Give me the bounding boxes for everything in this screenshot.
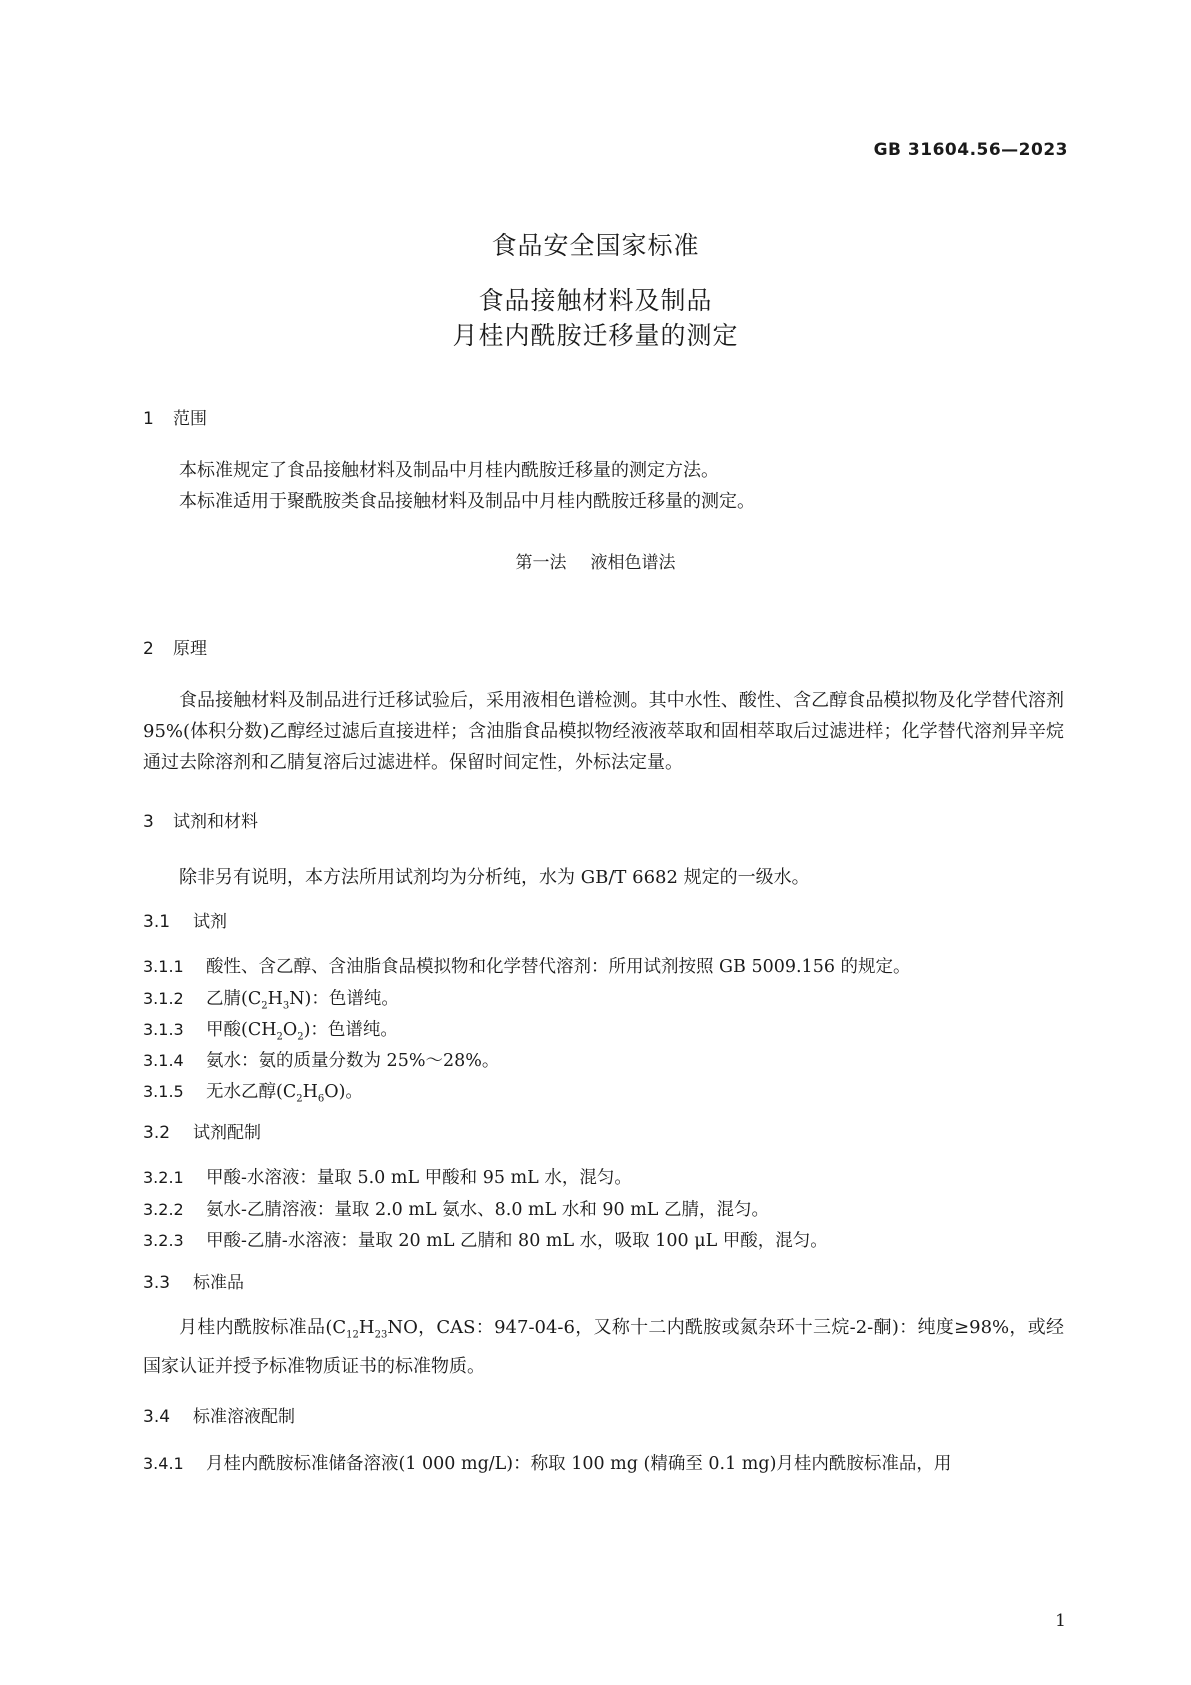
- clause-text: 氨水：氨的质量分数为 25%～28%。: [206, 1051, 500, 1071]
- clause-text: 甲酸-乙腈-水溶液：量取 20 mL 乙腈和 80 mL 水，吸取 100 μL 甲酸，混匀。: [206, 1231, 828, 1251]
- method-label: 第一法: [515, 553, 567, 573]
- paragraph: 本标准规定了食品接触材料及制品中月桂内酰胺迁移量的测定方法。: [179, 460, 719, 481]
- paragraph: 月桂内酰胺标准品($C_{12}H_{23}NO$，CAS：947-04-6，又称十二内酰胺或氮杂环十三烷-2-酮)：纯度≥98%，或经国家认证并授予标准物质证书的标准物质。: [143, 1317, 1064, 1377]
- clause-text: 甲酸-水溶液：量取 5.0 mL 甲酸和 95 mL 水，混匀。: [206, 1168, 632, 1188]
- section-3-3-body: [143, 1312, 1064, 1382]
- clause-number: 3.1.4: [143, 1051, 184, 1070]
- section-3-heading: [143, 807, 258, 832]
- clause-number: 3.1.3: [143, 1020, 184, 1039]
- doc-title-line-3: 月桂内酰胺迁移量的测定: [452, 321, 739, 350]
- method-name: 液相色谱法: [590, 553, 676, 573]
- method-heading: [0, 548, 1191, 573]
- clause-text: 酸性、含乙醇、含油脂食品模拟物和化学替代溶剂：所用试剂按照 GB 5009.156 的规定。: [206, 957, 911, 977]
- section-number: 3.3: [143, 1273, 171, 1293]
- section-number: 3.2: [143, 1123, 171, 1143]
- clause-number: 3.2.3: [143, 1231, 184, 1250]
- section-3-3-heading: [143, 1268, 244, 1293]
- clause-3-1-4: [143, 1047, 499, 1072]
- clause-number: 3.1.5: [143, 1082, 184, 1101]
- section-title: 试剂和材料: [173, 812, 258, 832]
- clause-3-2-3: [143, 1227, 828, 1252]
- section-2-body: [143, 685, 1064, 778]
- standard-number: GB 31604.56—2023: [873, 140, 1068, 160]
- paragraph: 本标准适用于聚酰胺类食品接触材料及制品中月桂内酰胺迁移量的测定。: [179, 491, 755, 512]
- section-3-4-heading: [143, 1402, 295, 1427]
- clause-text: 月桂内酰胺标准储备溶液(1 000 mg/L)：称取 100 mg (精确至 0.1 mg)月桂内酰胺标准品，用: [206, 1454, 952, 1474]
- clause-text: 乙腈$(C_2H_3N)$：色谱纯。: [206, 989, 399, 1012]
- clause-number: 3.2.2: [143, 1200, 184, 1219]
- clause-3-2-1: [143, 1164, 632, 1189]
- clause-3-4-1: [143, 1450, 951, 1475]
- section-title: 原理: [173, 639, 207, 659]
- paragraph: 除非另有说明，本方法所用试剂均为分析纯，水为 GB/T 6682 规定的一级水。: [179, 867, 810, 888]
- section-3-1-heading: [143, 907, 227, 932]
- section-title: 试剂: [193, 912, 227, 932]
- section-number: 3.4: [143, 1407, 171, 1427]
- section-1-body: [143, 455, 1064, 517]
- section-title: 试剂配制: [193, 1123, 261, 1143]
- section-number: 2: [143, 639, 154, 659]
- doc-title-line-2: 食品接触材料及制品: [478, 286, 713, 315]
- clause-number: 3.1.1: [143, 957, 184, 976]
- section-3-2-heading: [143, 1118, 261, 1143]
- section-title: 范围: [173, 409, 207, 429]
- clause-3-1-3: [143, 1016, 398, 1043]
- section-number: 3.1: [143, 912, 171, 932]
- clause-3-1-1: [143, 953, 911, 978]
- clause-text: 氨水-乙腈溶液：量取 2.0 mL 氨水、8.0 mL 水和 90 mL 乙腈，混匀。: [206, 1200, 769, 1220]
- clause-text: 甲酸$(CH_2O_2)$：色谱纯。: [206, 1020, 398, 1043]
- section-3-body: [143, 862, 1064, 893]
- section-number: 1: [143, 409, 154, 429]
- clause-3-2-2: [143, 1196, 769, 1221]
- clause-number: 3.4.1: [143, 1454, 184, 1473]
- clause-3-1-2: [143, 985, 399, 1012]
- section-title: 标准品: [193, 1273, 244, 1293]
- doc-title-line-1: 食品安全国家标准: [491, 231, 700, 260]
- section-1-heading: [143, 404, 207, 429]
- section-2-heading: [143, 634, 207, 659]
- clause-3-1-5: [143, 1078, 363, 1105]
- page-number: 1: [1055, 1611, 1066, 1631]
- section-number: 3: [143, 812, 154, 832]
- section-title: 标准溶液配制: [193, 1407, 295, 1427]
- clause-number: 3.1.2: [143, 989, 184, 1008]
- paragraph: 食品接触材料及制品进行迁移试验后，采用液相色谱检测。其中水性、酸性、含乙醇食品模拟物及化学替代溶剂 95%(体积分数)乙醇经过滤后直接进样；含油脂食品模拟物经液液萃取和固相萃取后过滤进样；化学替代溶剂异辛烷通过去除溶剂和乙腈复溶后过滤进样。保留时间定性，外标法定量。: [143, 690, 1064, 773]
- clause-number: 3.2.1: [143, 1168, 184, 1187]
- clause-text: 无水乙醇$(C_2H_6O)$。: [206, 1082, 363, 1105]
